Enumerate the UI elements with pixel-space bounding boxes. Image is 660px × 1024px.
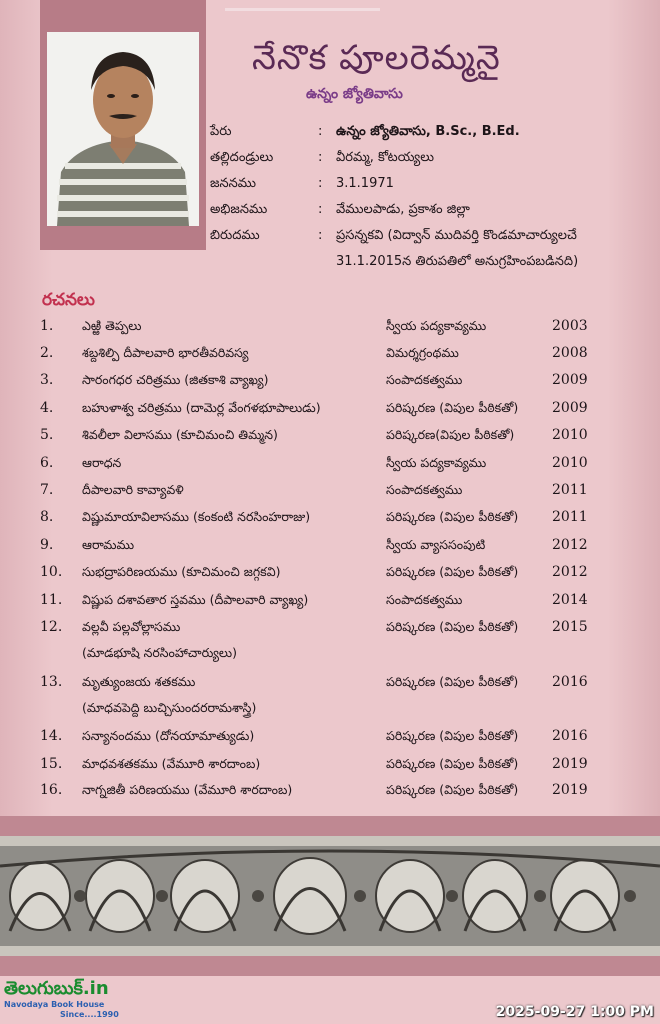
work-title: విష్ణుమాయావిలాసము (కంకంటి నరసింహరాజు): [82, 509, 311, 524]
work-year: 2010: [552, 427, 588, 443]
work-year: 2016: [552, 674, 588, 690]
bio-value: 3.1.1971: [336, 176, 394, 191]
header-decor-line: [225, 8, 380, 11]
work-number: 12.: [40, 619, 63, 635]
work-number: 10.: [40, 564, 63, 580]
stone-carving-frieze: [0, 836, 660, 956]
list-item: [40, 619, 640, 669]
work-title: సన్యానందము (దోనయామాత్యుడు): [82, 728, 255, 743]
work-number: 15.: [40, 756, 63, 772]
bio-row-name: [210, 124, 650, 150]
work-title: దీపాలవారి కావ్యావళి: [82, 482, 184, 497]
work-category: సంపాదకత్వము: [386, 372, 463, 387]
list-item: [40, 427, 640, 451]
bio-label: తల్లిదండ్రులు: [210, 150, 274, 165]
work-year: 2014: [552, 592, 588, 608]
list-item: [40, 318, 640, 342]
decor-band-bottom: [0, 956, 660, 976]
bio-value: ప్రసన్నకవి (విద్వాన్ ముదివర్తి కొండమాచార్యులచే: [336, 228, 577, 243]
work-title: మృత్యుంజయ శతకము: [82, 674, 196, 689]
bio-colon: :: [318, 202, 323, 217]
work-year: 2009: [552, 372, 588, 388]
work-number: 7.: [40, 482, 54, 498]
work-number: 9.: [40, 537, 54, 553]
work-number: 13.: [40, 674, 63, 690]
work-number: 8.: [40, 509, 54, 525]
work-category: సంపాదకత్వము: [386, 592, 463, 607]
work-title: బహుళాశ్వ చరిత్రము (దామెర్ల వేంగళభూపాలుడు): [82, 400, 321, 415]
author-bio: [210, 124, 650, 280]
work-category: స్వీయ పద్యకావ్యము: [386, 455, 487, 470]
work-title-continued: (మాధవపెద్ది బుచ్చిసుందరరామశాస్త్రి): [82, 700, 257, 715]
work-category: పరిష్కరణ (విపుల పీఠికతో): [386, 509, 519, 524]
work-category: పరిష్కరణ (విపుల పీఠికతో): [386, 728, 519, 743]
work-number: 11.: [40, 592, 63, 608]
work-category: పరిష్కరణ (విపుల పీఠికతో): [386, 674, 519, 689]
list-item: [40, 372, 640, 396]
list-item: [40, 674, 640, 724]
work-title: ఆరామము: [82, 537, 135, 552]
author-portrait-image: [47, 32, 199, 226]
work-category: విమర్శగ్రంథము: [386, 345, 459, 360]
decor-band-top: [0, 816, 660, 836]
list-item: [40, 400, 640, 424]
work-category: పరిష్కరణ (విపుల పీఠికతో): [386, 564, 519, 579]
work-title-continued: (మాడభూషి నరసింహాచార్యులు): [82, 645, 237, 660]
work-category: పరిష్కరణ (విపుల పీఠికతో): [386, 782, 519, 797]
work-year: 2019: [552, 756, 588, 772]
book-author: ఉన్నం జ్యోతివాసు: [306, 86, 403, 102]
bio-colon: :: [318, 150, 323, 165]
work-year: 2012: [552, 537, 588, 553]
work-title: వల్లవీ పల్లవోల్లాసము: [82, 619, 181, 634]
work-title: మాధవశతకము (వేమూరి శారదాంబ): [82, 756, 261, 771]
book-title: నేనొక పూలరెమ్మనై: [252, 38, 501, 78]
work-title: శబ్దశిల్పి దీపాలవారి భారతీవరివస్య: [82, 345, 249, 360]
work-category: సంపాదకత్వము: [386, 482, 463, 497]
work-title: ఎఱ్ఱి తెప్పలు: [82, 318, 142, 333]
work-year: 2009: [552, 400, 588, 416]
work-year: 2010: [552, 455, 588, 471]
bio-label: పేరు: [210, 124, 232, 139]
work-category: స్వీయ వ్యాససంపుటి: [386, 537, 486, 552]
work-title: నాగ్నజితీ పరిణయము (వేమూరి శారదాంబ): [82, 782, 293, 797]
work-category: పరిష్కరణ (విపుల పీఠికతో): [386, 756, 519, 771]
work-year: 2011: [552, 509, 588, 525]
work-number: 1.: [40, 318, 54, 334]
work-year: 2003: [552, 318, 588, 334]
work-year: 2015: [552, 619, 588, 635]
work-number: 4.: [40, 400, 54, 416]
work-number: 3.: [40, 372, 54, 388]
bio-row-title-continued: [210, 254, 650, 280]
bio-label: జననము: [210, 176, 257, 191]
carving-pattern: [0, 836, 660, 956]
work-year: 2008: [552, 345, 588, 361]
work-year: 2012: [552, 564, 588, 580]
work-title: ఆరాధన: [82, 455, 122, 470]
bio-value: వేములపాడు, ప్రకాశం జిల్లా: [336, 202, 470, 217]
work-category: పరిష్కరణ (విపుల పీఠికతో): [386, 400, 519, 415]
bio-row-parents: [210, 150, 650, 176]
work-category: పరిష్కరణ(విపుల పీఠికతో): [386, 427, 515, 442]
bio-label: బిరుదము: [210, 228, 260, 243]
list-item: [40, 728, 640, 752]
watermark-logo: తెలుగుబుక్.in: [4, 978, 109, 999]
bio-row-birth: [210, 176, 650, 202]
bio-value: ఉన్నం జ్యోతివాసు, B.Sc., B.Ed.: [336, 124, 520, 139]
work-title: సారంగధర చరిత్రము (జితకాశి వ్యాఖ్య): [82, 372, 269, 387]
list-item: [40, 509, 640, 533]
work-title: సుభద్రాపరిణయము (కూచిమంచి జగ్గకవి): [82, 564, 281, 579]
author-photo: [47, 32, 199, 226]
work-year: 2011: [552, 482, 588, 498]
work-category: పరిష్కరణ (విపుల పీఠికతో): [386, 619, 519, 634]
list-item: [40, 345, 640, 369]
bio-colon: :: [318, 228, 323, 243]
work-number: 16.: [40, 782, 63, 798]
list-item: [40, 537, 640, 561]
work-number: 6.: [40, 455, 54, 471]
list-item: [40, 564, 640, 588]
work-year: 2019: [552, 782, 588, 798]
watermark-since: Since....1990: [60, 1010, 119, 1019]
watermark-subtitle: Navodaya Book House: [4, 1000, 105, 1009]
bio-label: అభిజనము: [210, 202, 268, 217]
bio-row-native: [210, 202, 650, 228]
list-item: [40, 455, 640, 479]
bio-colon: :: [318, 176, 323, 191]
work-number: 2.: [40, 345, 54, 361]
bio-row-title: [210, 228, 650, 254]
bio-colon: :: [318, 124, 323, 139]
work-number: 5.: [40, 427, 54, 443]
bio-value: వీరమ్మ, కోటయ్యలు: [336, 150, 434, 165]
list-item: [40, 482, 640, 506]
work-year: 2016: [552, 728, 588, 744]
works-section-title: రచనలు: [42, 290, 95, 310]
capture-timestamp: 2025-09-27 1:00 PM: [495, 1004, 654, 1020]
work-title: విష్ణుప దశావతార స్తవము (దీపాలవారి వ్యాఖ్య): [82, 592, 309, 607]
list-item: [40, 782, 640, 806]
work-number: 14.: [40, 728, 63, 744]
list-item: [40, 592, 640, 616]
bio-value-continued: 31.1.2015న తిరుపతిలో అనుగ్రహింపబడినది): [336, 254, 579, 269]
work-title: శివలీలా విలాసము (కూచిమంచి తిమ్మన): [82, 427, 278, 442]
work-category: స్వీయ పద్యకావ్యము: [386, 318, 487, 333]
list-item: [40, 756, 640, 780]
